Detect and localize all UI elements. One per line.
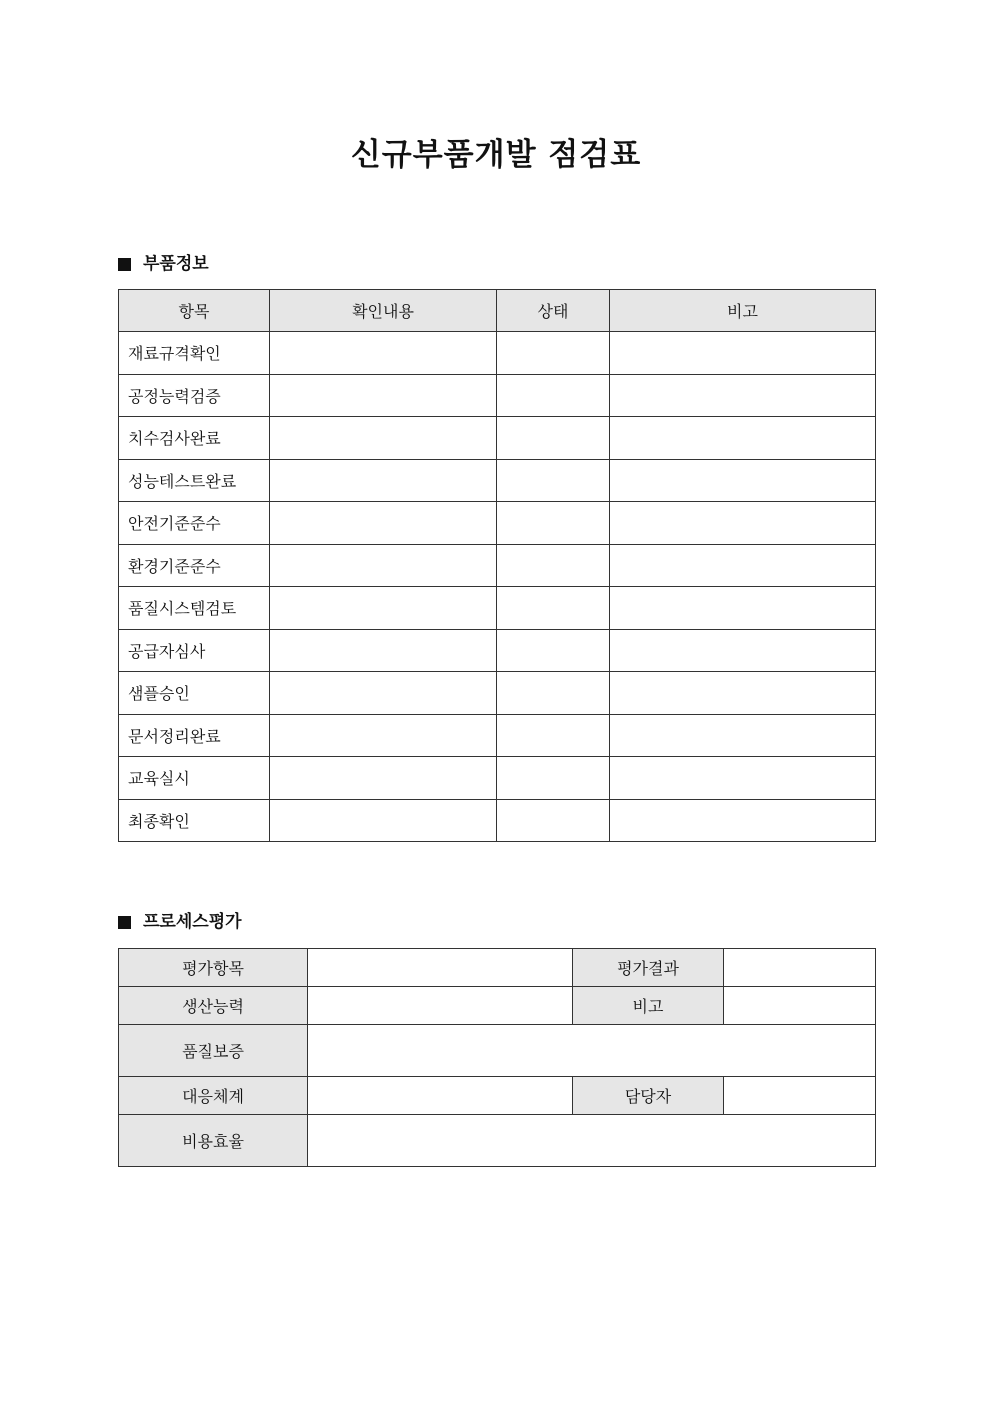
- label-note: 비고: [573, 987, 724, 1025]
- note-cell[interactable]: [610, 417, 876, 460]
- row-item-label: 교육실시: [119, 757, 270, 800]
- content-cell[interactable]: [270, 799, 497, 842]
- value-production[interactable]: [308, 987, 573, 1025]
- table-row: [119, 1077, 876, 1115]
- row-item-label: 재료규격확인: [119, 332, 270, 375]
- value-cost[interactable]: [308, 1115, 876, 1167]
- content-cell[interactable]: [270, 459, 497, 502]
- row-item-label: 안전기준준수: [119, 502, 270, 545]
- table-row: [119, 629, 876, 672]
- note-cell[interactable]: [610, 799, 876, 842]
- status-cell[interactable]: [497, 459, 610, 502]
- status-cell[interactable]: [497, 714, 610, 757]
- row-item-label: 문서정리완료: [119, 714, 270, 757]
- value-note[interactable]: [724, 987, 876, 1025]
- section-heading-parts: [118, 252, 209, 276]
- label-manager: 담당자: [573, 1077, 724, 1115]
- note-cell[interactable]: [610, 459, 876, 502]
- table-row: [119, 714, 876, 757]
- table-row: [119, 417, 876, 460]
- content-cell[interactable]: [270, 629, 497, 672]
- content-cell[interactable]: [270, 332, 497, 375]
- column-header-status: 상태: [497, 290, 610, 332]
- table-row: [119, 587, 876, 630]
- status-cell[interactable]: [497, 672, 610, 715]
- table-row: [119, 544, 876, 587]
- status-cell[interactable]: [497, 587, 610, 630]
- note-cell[interactable]: [610, 757, 876, 800]
- section-heading-label: 프로세스평가: [143, 912, 242, 932]
- label-eval-result: 평가결과: [573, 949, 724, 987]
- black-square-icon: [118, 258, 131, 271]
- label-response: 대응체계: [119, 1077, 308, 1115]
- content-cell[interactable]: [270, 374, 497, 417]
- label-quality: 품질보증: [119, 1025, 308, 1077]
- table-row: [119, 672, 876, 715]
- value-response[interactable]: [308, 1077, 573, 1115]
- content-cell[interactable]: [270, 672, 497, 715]
- status-cell[interactable]: [497, 502, 610, 545]
- table-row: [119, 987, 876, 1025]
- row-item-label: 샘플승인: [119, 672, 270, 715]
- label-production: 생산능력: [119, 987, 308, 1025]
- value-quality[interactable]: [308, 1025, 876, 1077]
- row-item-label: 품질시스템검토: [119, 587, 270, 630]
- status-cell[interactable]: [497, 544, 610, 587]
- label-eval-item: 평가항목: [119, 949, 308, 987]
- table-row: [119, 799, 876, 842]
- value-eval-item[interactable]: [308, 949, 573, 987]
- row-item-label: 성능테스트완료: [119, 459, 270, 502]
- table-row: [119, 502, 876, 545]
- process-eval-table: [118, 948, 876, 1167]
- value-eval-result[interactable]: [724, 949, 876, 987]
- parts-info-table: [118, 289, 876, 842]
- row-item-label: 공급자심사: [119, 629, 270, 672]
- status-cell[interactable]: [497, 799, 610, 842]
- status-cell[interactable]: [497, 332, 610, 375]
- table-row: [119, 332, 876, 375]
- table-row: [119, 949, 876, 987]
- status-cell[interactable]: [497, 417, 610, 460]
- value-manager[interactable]: [724, 1077, 876, 1115]
- document-title: 신규부품개발 점검표: [350, 137, 642, 173]
- table-header-row: [119, 290, 876, 332]
- content-cell[interactable]: [270, 544, 497, 587]
- column-header-content: 확인내용: [270, 290, 497, 332]
- column-header-note: 비고: [610, 290, 876, 332]
- row-item-label: 최종확인: [119, 799, 270, 842]
- note-cell[interactable]: [610, 332, 876, 375]
- note-cell[interactable]: [610, 672, 876, 715]
- row-item-label: 환경기준준수: [119, 544, 270, 587]
- table-row: [119, 757, 876, 800]
- row-item-label: 치수검사완료: [119, 417, 270, 460]
- section-heading-process: [118, 910, 242, 934]
- row-item-label: 공정능력검증: [119, 374, 270, 417]
- black-square-icon: [118, 916, 131, 929]
- note-cell[interactable]: [610, 374, 876, 417]
- note-cell[interactable]: [610, 714, 876, 757]
- table-row: [119, 374, 876, 417]
- table-row: [119, 459, 876, 502]
- label-cost: 비용효율: [119, 1115, 308, 1167]
- section-heading-label: 부품정보: [143, 254, 209, 274]
- content-cell[interactable]: [270, 417, 497, 460]
- note-cell[interactable]: [610, 629, 876, 672]
- content-cell[interactable]: [270, 714, 497, 757]
- status-cell[interactable]: [497, 757, 610, 800]
- note-cell[interactable]: [610, 502, 876, 545]
- table-row: [119, 1025, 876, 1077]
- status-cell[interactable]: [497, 629, 610, 672]
- content-cell[interactable]: [270, 587, 497, 630]
- table-row: [119, 1115, 876, 1167]
- column-header-item: 항목: [119, 290, 270, 332]
- content-cell[interactable]: [270, 502, 497, 545]
- status-cell[interactable]: [497, 374, 610, 417]
- note-cell[interactable]: [610, 544, 876, 587]
- note-cell[interactable]: [610, 587, 876, 630]
- content-cell[interactable]: [270, 757, 497, 800]
